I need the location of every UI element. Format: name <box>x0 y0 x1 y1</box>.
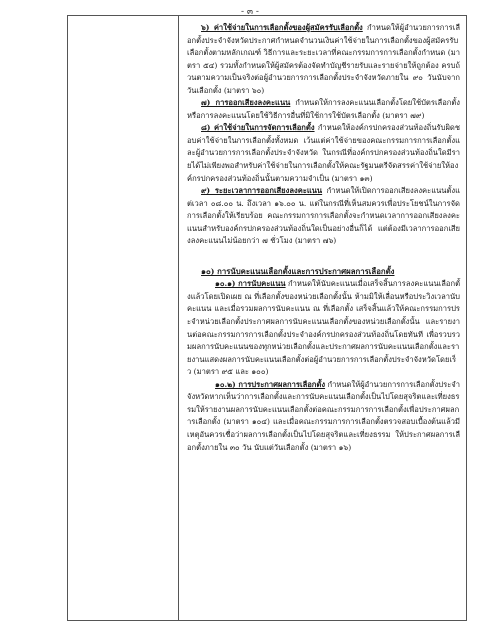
page-number: - ๓ - <box>241 7 259 17</box>
paragraph-6-heading: ๖) ค่าใช้จ่ายในการเลือกตั้งของผู้สมัครรับเลือกตั้ง <box>201 23 363 32</box>
section-10-title <box>187 266 460 279</box>
paragraph-8-body: กำหนดให้องค์กรปกครองส่วนท้องถิ่นรับผิดชอบค่าใช้จ่ายในการเลือกตั้งทั้งหมด เว้นแต่ค่าใช้จ่ายของคณะกรรมการการเลือกตั้งและผู้อำนวยการการเลือกตั้งประจำจังหวัด ในกรณีที่องค์กรปกครองส่วนท้องถิ่นใดมีรายได้ไม่เพียงพอสำหรับค่าใช้จ่ายในการเลือกตั้งให้คณะรัฐมนตรีจัดสรรค่าใช้จ่ายให้องค์กรปกครองส่วนท้องถิ่นนั้นตามความจำเป็น (มาตรา ๑๓) <box>187 123 460 183</box>
subparagraph-10-2-body: กำหนดให้ผู้อำนวยการการเลือกตั้งประจำจังหวัดหากเห็นว่าการเลือกตั้งและการนับคะแนนเลือกตั้งเป็นไปโดยสุจริตและเที่ยงธรรมให้รายงานผลการนับคะแนนเลือกตั้งต่อคณะกรรมการการเลือกตั้งเพื่อประกาศผลการเลือกตั้ง (มาตรา ๑๐๔) และเมื่อคณะกรรมการการเลือกตั้งตรวจสอบเบื้องต้นแล้วมีเหตุอันควรเชื่อว่าผลการเลือกตั้งเป็นไปโดยสุจริตและเที่ยงธรรม ให้ประกาศผลการเลือกตั้งภายใน ๓๐ วัน นับแต่วันเลือกตั้ง (มาตรา ๑๖) <box>187 379 460 452</box>
paragraph-7-heading: ๗) การออกเสียงลงคะแนน <box>201 98 291 108</box>
paragraph-8 <box>187 122 460 185</box>
spacer <box>187 248 460 266</box>
right-column <box>179 16 466 620</box>
paragraph-9 <box>187 185 460 248</box>
subparagraph-10-1-heading: ๑๐.๑) การนับคะแนน <box>215 279 286 289</box>
section-10-heading: ๑๐) การนับคะแนนเลือกตั้งและการประกาศผลการเลือกตั้ง <box>201 266 395 276</box>
paragraph-6 <box>187 22 460 97</box>
paragraph-8-heading: ๘) ค่าใช้จ่ายในการจัดการเลือกตั้ง <box>201 123 315 133</box>
paragraph-9-body: กำหนดให้เปิดการออกเสียงลงคะแนนตั้งแต่เวลา ๐๘.๐๐ น. ถึงเวลา ๑๖.๐๐ น. แต่ในกรณีที่เห็นสมควรเพื่อประโยชน์ในการจัดการเลือกตั้งให้เรียบร้อย คณะกรรมการการเลือกตั้งจะกำหนดเวลาการออกเสียงลงคะแนนสำหรับองค์กรปกครองส่วนท้องถิ่นใดเป็นอย่างอื่นก็ได้ แต่ต้องมีเวลาการออกเสียงลงคะแนนไม่น้อยกว่า ๗ ชั่วโมง (มาตรา ๗๖) <box>187 186 461 246</box>
paragraph-7 <box>187 97 460 122</box>
paragraph-7-body: กำหนดให้การลงคะแนนเลือกตั้งโดยใช้บัตรเลือกตั้ง หรือการลงคะแนนโดยใช้วิธีการอื่นที่มิใช้การใช้บัตรเลือกตั้ง (มาตรา ๗๙) <box>187 98 460 120</box>
paragraph-9-heading: ๙) ระยะเวลาการออกเสียงลงคะแนน <box>201 186 323 196</box>
paragraph-6-body: กำหนดให้ผู้อำนวยการการเลือกตั้งประจำจังหวัดประกาศกำหนดจำนวนเงินค่าใช้จ่ายในการเลือกตั้งของผู้สมัครรับเลือกตั้งตามหลักเกณฑ์ วิธีการและระยะเวลาที่คณะกรรมการการเลือกตั้งกำหนด (มาตรา ๕๔) รวมทั้งกำหนดให้ผู้สมัครต้องจัดทำบัญชีรายรับและรายจ่ายให้ถูกต้อง ครบถ้วนตามความเป็นจริงต่อผู้อำนวยการการเลือกตั้งประจำจังหวัดภายใน ๙๐ วันนับจากวันเลือกตั้ง (มาตรา ๖๐) <box>187 23 460 95</box>
left-column <box>68 16 179 620</box>
subparagraph-10-2-heading: ๑๐.๒) การประกาศผลการเลือกตั้ง <box>215 379 326 389</box>
subparagraph-10-2 <box>187 379 460 454</box>
subparagraph-10-1-body: กำหนดให้นับคะแนนเมื่อเสร็จสิ้นการลงคะแนนเลือกตั้งแล้วโดยเปิดเผย ณ ที่เลือกตั้งของหน่วยเลือกตั้งนั้น ห้ามมิให้เลื่อนหรือประวิงเวลานับคะแนน และเมื่อรวมผลการนับคะแนน ณ ที่เลือกตั้ง เสร็จสิ้นแล้วให้คณะกรรมการประจำหน่วยเลือกตั้งประกาศผลการนับคะแนนเลือกตั้งของหน่วยเลือกตั้งนั้น และรายงานต่อคณะกรรมการการเลือกตั้งประจำองค์กรปกครองส่วนท้องถิ่นโดยทันที เพื่อรวบรวมผลการนับคะแนนของทุกหน่วยเลือกตั้งและประกาศผลการนับคะแนนเลือกตั้งและรายงานแสดงผลการนับคะแนนเลือกตั้งต่อผู้อำนวยการการเลือกตั้งประจำจังหวัดโดยเร็ว (มาตรา ๙๕ และ ๑๐๐) <box>187 279 460 377</box>
subparagraph-10-1 <box>187 278 460 378</box>
document-table <box>67 15 467 621</box>
